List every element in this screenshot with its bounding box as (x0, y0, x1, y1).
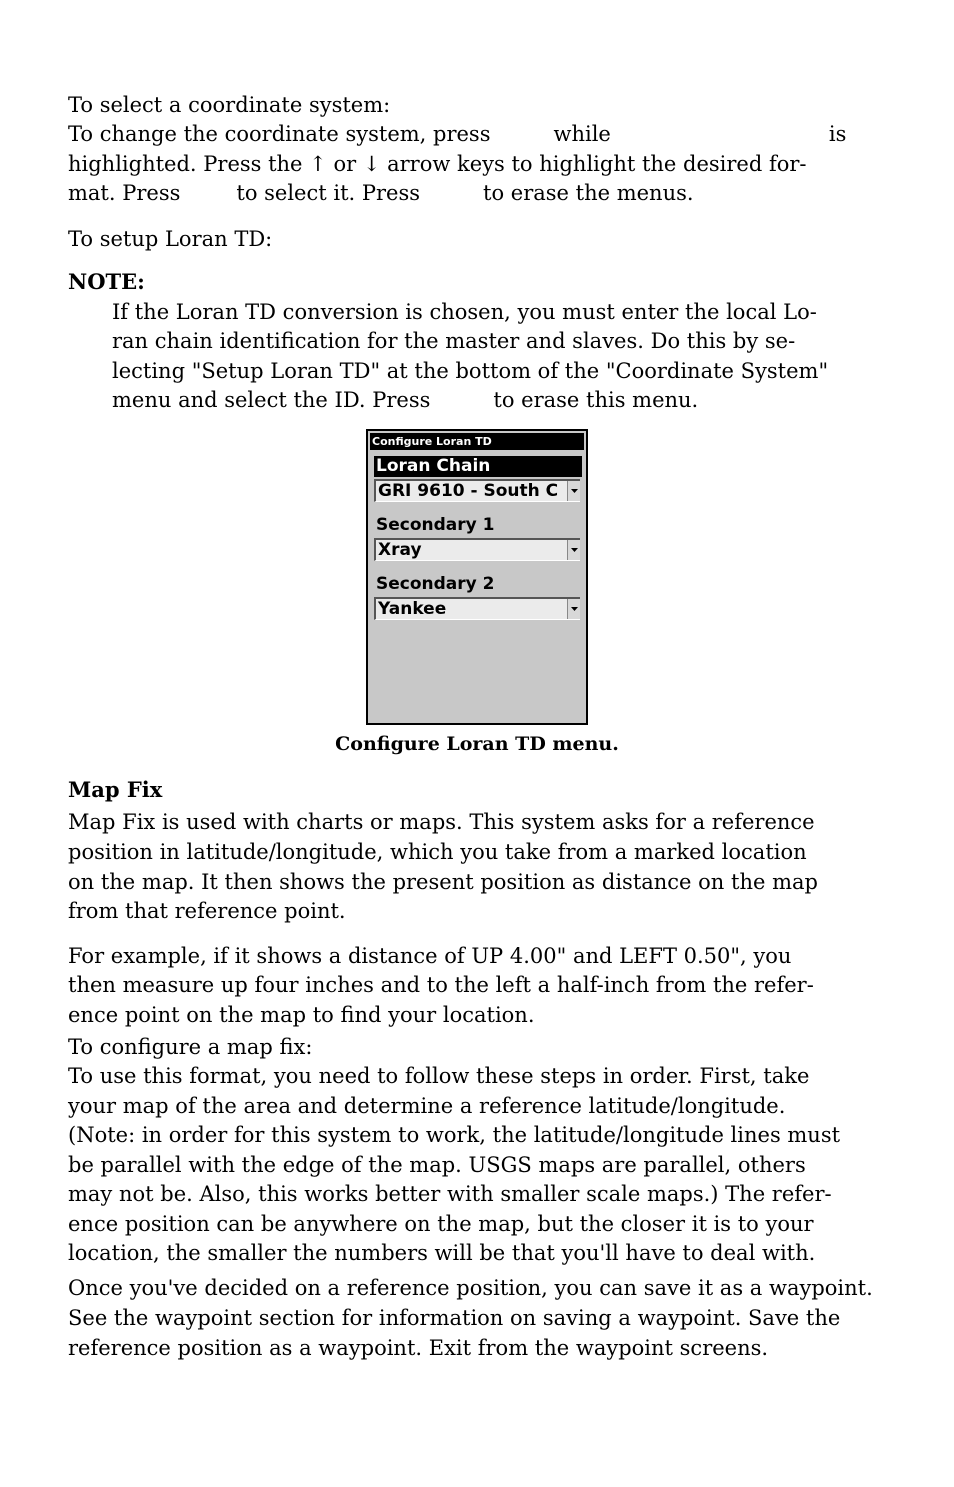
mapfix-p1-line: from that reference point. (68, 899, 346, 923)
dropdown-value: Yankee (378, 599, 447, 619)
mapfix-p1-line: position in latitude/longitude, which you take from a marked location (68, 840, 807, 864)
secondary-2-dropdown[interactable] (374, 597, 580, 620)
note-line-1: If the Loran TD conversion is chosen, you must enter the local Lo- (112, 300, 817, 324)
figure-caption: Configure Loran TD menu. (335, 733, 619, 755)
note-line-4 (112, 385, 886, 415)
text-fragment: Map Fix is used with charts or maps. This system asks for a reference (68, 810, 815, 834)
secondary-1-dropdown[interactable] (374, 538, 580, 561)
mapfix-p3-line: may not be. Also, this works better with smaller scale maps.) The refer- (68, 1182, 832, 1206)
mapfix-p2-line: then measure up four inches and to the left a half-inch from the refer- (68, 973, 814, 997)
mapfix-p1-line (68, 807, 886, 837)
mapfix-p2-line: ence point on the map to find your location. (68, 1003, 535, 1027)
mapfix-p3-line: your map of the area and determine a reference latitude/longitude. (68, 1094, 786, 1118)
select-coordinate-heading: To select a coordinate system: (68, 93, 391, 117)
mapfix-p1-line: on the map. It then shows the present position as distance on the map (68, 870, 818, 894)
configure-map-fix-heading: To configure a map fix: (68, 1035, 313, 1059)
mapfix-p3-line: ence position can be anywhere on the map, but the closer it is to your (68, 1212, 814, 1236)
mapfix-p3-line: location, the smaller the numbers will be that you'll have to deal with. (68, 1241, 816, 1265)
chevron-down-icon[interactable] (567, 540, 580, 560)
mapfix-p4-line: See the waypoint section for information on saving a waypoint. Save the (68, 1306, 841, 1330)
chevron-down-icon[interactable] (567, 599, 580, 619)
note-line-2: ran chain identification for the master and slaves. Do this by se- (112, 329, 796, 353)
text-fragment: while (553, 122, 611, 146)
text-fragment: To change the coordinate system, press (68, 122, 491, 146)
secondary-2-label: Secondary 2 (376, 574, 495, 594)
map-fix-heading: Map Fix (68, 777, 163, 802)
coordinate-line-4 (68, 178, 886, 208)
mapfix-p3-line: (Note: in order for this system to work, the latitude/longitude lines must (68, 1123, 841, 1147)
note-line-3: lecting "Setup Loran TD" at the bottom of the "Coordinate System" (112, 359, 829, 383)
loran-heading: To setup Loran TD: (68, 227, 273, 251)
text-fragment: mat. Press (68, 181, 181, 205)
mapfix-p2-line: For example, if it shows a distance of UP 4.00" and LEFT 0.50", you (68, 944, 792, 968)
text-fragment: or (326, 152, 363, 176)
chevron-down-icon[interactable] (567, 481, 580, 501)
text-fragment: to erase this menu. (493, 388, 699, 412)
down-arrow-icon: ↓ (362, 152, 381, 176)
coordinate-line-2 (68, 119, 886, 149)
loran-chain-label[interactable]: Loran Chain (374, 456, 582, 477)
panel-title: Configure Loran TD (370, 433, 584, 450)
text-fragment: arrow keys to highlight the desired for- (380, 152, 807, 176)
coordinate-line-3 (68, 149, 886, 179)
mapfix-p4-line: reference position as a waypoint. Exit from the waypoint screens. (68, 1336, 769, 1360)
note-label: NOTE: (68, 269, 145, 294)
mapfix-p3-line: be parallel with the edge of the map. USGS maps are parallel, others (68, 1153, 806, 1177)
text-fragment: menu and select the ID. Press (112, 388, 431, 412)
up-arrow-icon: ↑ (309, 152, 327, 176)
text-fragment: is (828, 122, 847, 146)
mapfix-p4-line: Once you've decided on a reference position, you can save it as a waypoint. (68, 1276, 873, 1300)
text-fragment (68, 149, 807, 179)
configure-loran-td-screenshot (366, 429, 588, 725)
loran-chain-dropdown[interactable] (374, 479, 580, 502)
text-fragment: to select it. Press (236, 181, 421, 205)
text-fragment: to erase the menus. (483, 181, 694, 205)
secondary-1-label: Secondary 1 (376, 515, 495, 535)
dropdown-value: GRI 9610 - South C (378, 481, 559, 501)
mapfix-p3-line: To use this format, you need to follow these steps in order. First, take (68, 1064, 810, 1088)
text-fragment: highlighted. Press the (68, 152, 310, 176)
dropdown-value: Xray (378, 540, 422, 560)
